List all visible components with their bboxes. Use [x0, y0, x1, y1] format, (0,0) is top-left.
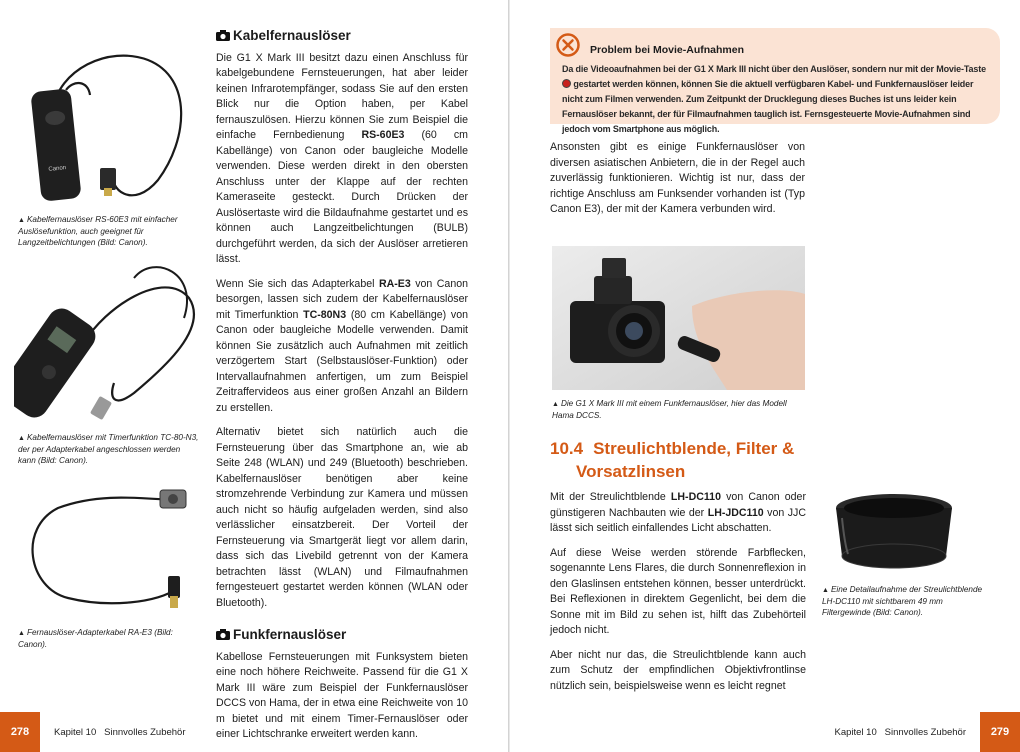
problem-text: Da die Videoaufnahmen bei der G1 X Mark III nicht über den Auslöser, sondern nur mit der Movie-Taste gestartet werden können, können Sie die aktuell verfügbaren Kabel- und Funkfernauslöser leider nicht zum Filmen verwenden. Zum Zeitpunkt der Drucklegung dieses Buches ist uns leider kein Fernauslöser bekannt, der für Filmaufnahmen tauglich ist. Fernsgesteuerte Movie-Aufnahmen sind jedoch vom Smartphone aus möglich.: [562, 64, 986, 134]
caption-camera-remote: ▲ Die G1 X Mark III mit einem Funkfernauslöser, hier das Modell Hama DCCS.: [552, 399, 787, 420]
triangle-icon: ▲: [822, 587, 829, 594]
triangle-icon: ▲: [18, 217, 25, 224]
triangle-icon: ▲: [552, 401, 559, 408]
text-run: (80 cm Kabellänge) von Canon oder baugleiche Modelle verwenden. Damit können Sie zusätzlich auch Aufnahmen mit zeitlich verzögertem Start (Selbstauslöser-Funktion) oder Intervallaufnahmen anfertigen, um zum Beispiel Zeitraffervideos aus einer großen Anzahl an Bildern zu erstellen.: [216, 308, 468, 414]
right-para-4: Aber nicht nur das, die Streulichtblende kann auch zum Schutz der empfindlichen Objektivfrontlinse nützlich sein, beispielsweise wenn es leicht regnet: [550, 648, 806, 692]
product-keyword: LH-JDC110: [707, 506, 764, 519]
footer-chapter-right: Kapitel 10 Sinnvolles Zubehör: [834, 727, 966, 738]
left-para-1: [216, 51, 468, 268]
product-keyword: RS-60E3: [361, 129, 405, 141]
right-text-column: [550, 490, 806, 703]
triangle-icon: ▲: [18, 435, 25, 442]
movie-button-icon: [562, 79, 571, 88]
text-run: Wenn Sie sich das Adapterkabel: [216, 277, 379, 290]
footer-chapter-left: Kapitel 10 Sinnvolles Zubehör: [54, 727, 186, 738]
heading-kabelfernausloeser: Kabelfernauslöser: [216, 28, 468, 44]
right-para-1: Ansonsten gibt es einige Funkfernauslöser von diversen asiatischen Anbietern, die in der Regel auch zuverlässig funktionieren. Wichtig ist nur, dass der richtige Anschluss am Funksender vorhanden ist (Typ Canon E3), der mit der Kamera verbunden wird.: [550, 141, 805, 215]
page-number-right: 279: [980, 712, 1020, 752]
rs60e3-remote-image: [18, 50, 198, 210]
caption-lens-hood: ▲ Eine Detailaufnahme der Streulichtblende LH-DC110 mit sichtbarem 49 mm Filtergewinde (Bild: Canon).: [822, 585, 983, 617]
tc80n3-remote-image: [14, 258, 204, 423]
right-para-2: [550, 490, 806, 537]
right-para-3: Auf diese Weise werden störende Farbflecken, sogenannte Lens Flares, die durch Sonnenreflexion in den Glaslinsen entstehen können, besser unterdrückt. Bei Reflexionen in direktem Gegenlicht, bei dem die Sonne mit im Bild zu sehen ist, hilft das Zubehörteil jedoch nicht.: [550, 546, 806, 636]
page-number-left: 278: [0, 712, 40, 752]
camera-with-remote-photo: [552, 246, 805, 390]
problem-box: [550, 28, 1000, 134]
svg-text:Canon: Canon: [48, 165, 67, 173]
text-run: von Canon besorgen, lassen sich zudem der Kabelfernauslöser mit Timerfunktion: [216, 277, 469, 321]
camera-icon: [216, 30, 230, 41]
section-heading: 10.4 Streulichtblende, Filter & Vorsatzlinsen: [550, 439, 795, 481]
rae3-cable-image: [18, 478, 203, 623]
text-run: von Canon oder günstigeren Nachbauten wie der: [550, 491, 806, 519]
triangle-icon: ▲: [18, 630, 25, 637]
right-page: [510, 0, 1020, 752]
camera-icon: [216, 629, 230, 640]
left-para-2: [216, 277, 468, 417]
product-keyword: LH-DC110: [670, 491, 721, 503]
left-para-3: Alternativ bietet sich natürlich auch die Fernsteuerung über das Smartphone an, wie ab Seite 248 (WLAN) und 249 (Bluetooth) beschrieben. Kabelfernauslöser benötigen aber keine stromzehrende Verbindung zur Kamera und müssen auch nicht so häufig aufgeladen werden, sind also verlässlicher einsatzbereit. Der Vorteil der Fernsteuerung via Smartgerät liegt vor allem darin, dass sich das Livebild getrennt von der Kamera betrachten lässt (WLAN) und Filmaufnahmen ferngesteuert gestartet werden können (WLAN oder Bluetooth).: [216, 426, 468, 609]
caption-rs60e3: ▲ Kabelfernauslöser RS-60E3 mit einfacher Auslösefunktion, auch geeignet für Langzeitbelichtungen (Bild: Canon).: [18, 215, 178, 247]
caption-tc80n3: ▲ Kabelfernauslöser mit Timerfunktion TC-80-N3, der per Adapterkabel angeschlossen werden kann (Bild: Canon).: [18, 433, 199, 465]
text-run: Die G1 X Mark III besitzt dazu einen Anschluss für kabelgebundene Fernsteuerungen, hat aber leider keinen Infrarotempfänger, sodass Sie auf den ersten Blick nur die Option haben, per Kabel fernauszulösen. Hierzu können Sie zum Beispiel die einfache Fernbedienung: [216, 51, 468, 141]
lens-hood-image: [822, 488, 972, 580]
text-run: Mit der Streulichtblende: [550, 491, 671, 503]
caption-rae3: ▲ Fernauslöser-Adapterkabel RA-E3 (Bild: Canon).: [18, 628, 173, 649]
problem-title: Problem bei Movie-Aufnahmen: [590, 44, 745, 56]
left-text-column: [216, 28, 468, 752]
left-para-4: Kabellose Fernsteuerungen mit Funksystem bieten eine noch höhere Reichweite. Passend für die G1 X Mark III wäre zum Beispiel der Funkfernauslöser DCCS von Hama, der in etwa eine Reichweite von 10 m bietet und mit einem Timer-Fernauslöser oder einer Lichtschranke erweitert werden kann.: [216, 650, 468, 740]
product-keyword: RA-E3: [378, 277, 411, 290]
problem-x-icon: [555, 32, 581, 58]
text-run: (60 cm Kabellänge) von Canon oder baugleiche Modelle verwenden. Diese werden direkt in den obersten Anschluss unter der Klappe auf der rechten Kameraseite gesteckt. Durch Drücken der Auslösertaste wird die Bildaufnahme gestartet und es können auch Langzeitbelichtungen (BULB) durchgeführt werden, da sich der Auslöser arretieren lässt.: [216, 129, 468, 265]
product-keyword: TC-80N3: [303, 308, 347, 321]
text-run: von JJC lässt sich seitlich einfallendes Licht abschatten.: [550, 506, 806, 534]
heading-funkfernausloeser: Funkfernauslöser: [216, 627, 468, 643]
